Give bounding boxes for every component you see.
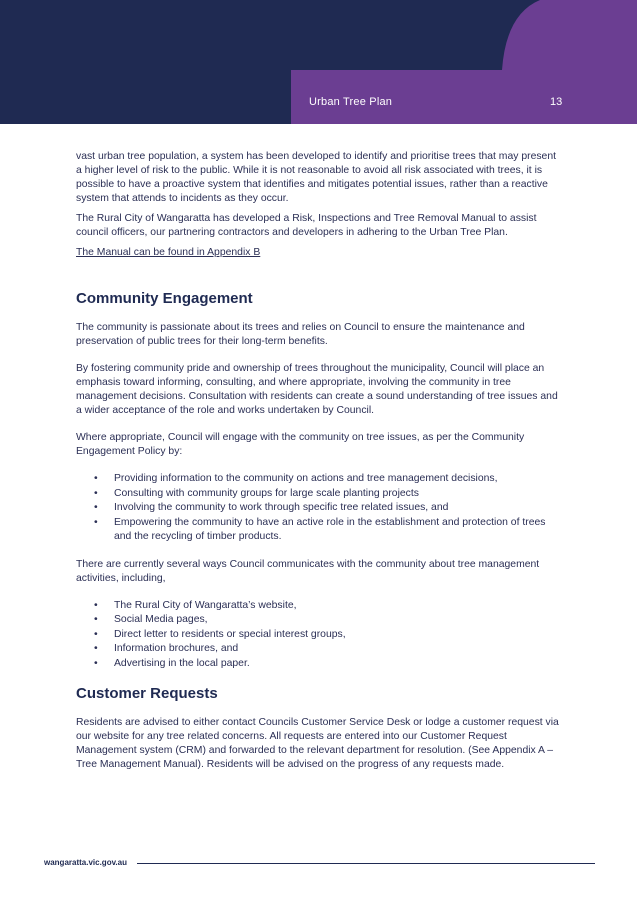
list-item: • Consulting with community groups for large scale planting projects	[76, 487, 564, 502]
policy-list	[76, 472, 564, 545]
intro-section	[76, 150, 564, 240]
page-number: 13	[550, 96, 563, 108]
list-item: • The Rural City of Wangaratta’s website,	[76, 599, 564, 614]
community-paragraph-3: Where appropriate, Council will engage with the community on tree issues, as per the Community Engagement Policy by:	[76, 432, 525, 457]
customer-requests-paragraph: Residents are advised to either contact Councils Customer Service Desk or lodge a customer request via our website for any tree related concerns. All requests are entered into our Customer Request Management system (CRM) and forwarded to the relevant department for resolution. (See Appendix A – Tree Management Manual). Residents will be advised on the progress of any requests made.	[76, 717, 559, 770]
intro-paragraph-1: vast urban tree population, a system has been developed to identify and prioritise trees that may present a higher level of risk to the public. While it is not reasonable to avoid all risk associated with trees, it is possible to have a proactive system that identifies and mitigates potential issues, rather than a reactive system that attends to incidents as they occur.	[76, 151, 556, 204]
manual-appendix-link[interactable]: The Manual can be found in Appendix B	[76, 247, 261, 258]
community-engagement-heading: Community Engagement	[76, 290, 253, 307]
community-paragraph-4: There are currently several ways Council communicates with the community about tree management activities, including,	[76, 558, 540, 584]
page-content	[76, 150, 564, 772]
list-item: • Empowering the community to have an active role in the establishment and protection of trees and the recycling of timber products.	[76, 516, 564, 545]
document-title: Urban Tree Plan	[309, 96, 393, 108]
community-paragraph-2: By fostering community pride and ownership of trees throughout the municipality, Council will place an emphasis toward informing, consulting, and where appropriate, involving the community in tree management decisions. Consultation with residents can create a sound understanding of tree issues and a wider acceptance of the role and works undertaken by Council.	[76, 363, 558, 416]
list-item: • Involving the community to work through specific tree related issues, and	[76, 501, 564, 516]
page-header	[0, 0, 637, 124]
list-item: • Social Media pages,	[76, 613, 564, 628]
customer-requests-heading: Customer Requests	[76, 685, 218, 702]
list-item: • Direct letter to residents or special interest groups,	[76, 628, 564, 643]
channels-list	[76, 599, 564, 672]
intro-paragraph-2: The Rural City of Wangaratta has developed a Risk, Inspections and Tree Removal Manual to assist council officers, our partnering contractors and developers in adhering to the Urban Tree Plan.	[76, 213, 537, 238]
list-item: • Advertising in the local paper.	[76, 657, 564, 672]
list-item: • Providing information to the community on actions and tree management decisions,	[76, 472, 564, 487]
community-paragraph-1: The community is passionate about its trees and relies on Council to ensure the maintenance and preservation of public trees for their long-term benefits.	[76, 322, 525, 347]
footer-divider	[137, 863, 595, 864]
footer-website-url: wangaratta.vic.gov.au	[44, 858, 127, 867]
list-item: • Information brochures, and	[76, 642, 564, 657]
